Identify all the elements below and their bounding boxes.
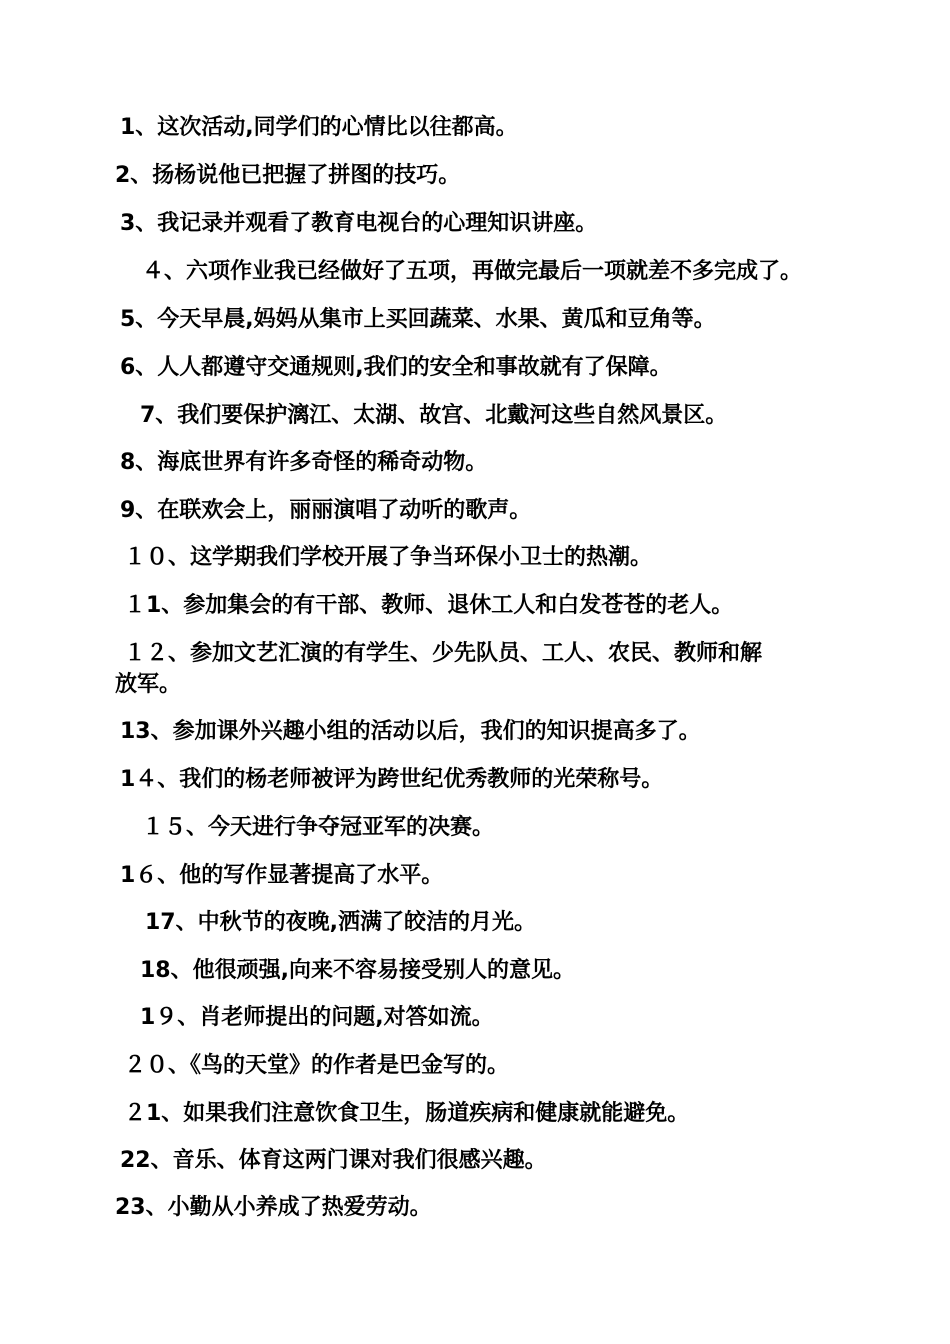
sentence-1: 1、这次活动,同学们的心情比以往都高。: [120, 115, 518, 140]
sentence-4: ４、六项作业我已经做好了五项，再做完最后一项就差不多完成了。: [142, 259, 803, 284]
sentence-9: 9、在联欢会上，丽丽演唱了动听的歌声。: [120, 498, 532, 523]
sentence-18: 18、他很顽强,向来不容易接受别人的意见。: [140, 958, 575, 983]
sentence-6: 6、人人都遵守交通规则,我们的安全和事故就有了保障。: [120, 355, 672, 380]
sentence-20: ２０、《鸟的天堂》的作者是巴金写的。: [124, 1053, 510, 1078]
sentence-21: ２1、如果我们注意饮食卫生，肠道疾病和健康就能避免。: [124, 1101, 690, 1126]
sentence-8: 8、海底世界有许多奇怪的稀奇动物。: [120, 450, 488, 475]
sentence-12-continued: 放军。: [115, 672, 182, 697]
sentence-15: １５、今天进行争夺冠亚军的决赛。: [142, 815, 495, 840]
sentence-13: 13、参加课外兴趣小组的活动以后，我们的知识提高多了。: [120, 719, 701, 744]
sentence-5: 5、今天早晨,妈妈从集市上买回蔬菜、水果、黄瓜和豆角等。: [120, 307, 716, 332]
sentence-7: 7、我们要保护漓江、太湖、故宫、北戴河这些自然风景区。: [140, 403, 728, 428]
sentence-22: 22、音乐、体育这两门课对我们很感兴趣。: [120, 1148, 547, 1173]
sentence-16: 1６、他的写作显著提高了水平。: [120, 863, 444, 888]
sentence-12: １２、参加文艺汇演的有学生、少先队员、工人、农民、教师和解: [124, 641, 763, 666]
sentence-2: 2、扬杨说他已把握了拼图的技巧。: [115, 163, 461, 188]
sentence-14: 1４、我们的杨老师被评为跨世纪优秀教师的光荣称号。: [120, 767, 664, 792]
sentence-23: 23、小勤从小养成了热爱劳动。: [115, 1195, 432, 1220]
sentence-3: 3、我记录并观看了教育电视台的心理知识讲座。: [120, 211, 598, 236]
sentence-19: 1９、肖老师提出的问题,对答如流。: [140, 1005, 494, 1030]
sentence-17: 17、中秋节的夜晚,洒满了皎洁的月光。: [145, 910, 536, 935]
sentence-10: １０、这学期我们学校开展了争当环保小卫士的热潮。: [124, 545, 653, 570]
sentence-11: １1、参加集会的有干部、教师、退休工人和白发苍苍的老人。: [124, 593, 734, 618]
